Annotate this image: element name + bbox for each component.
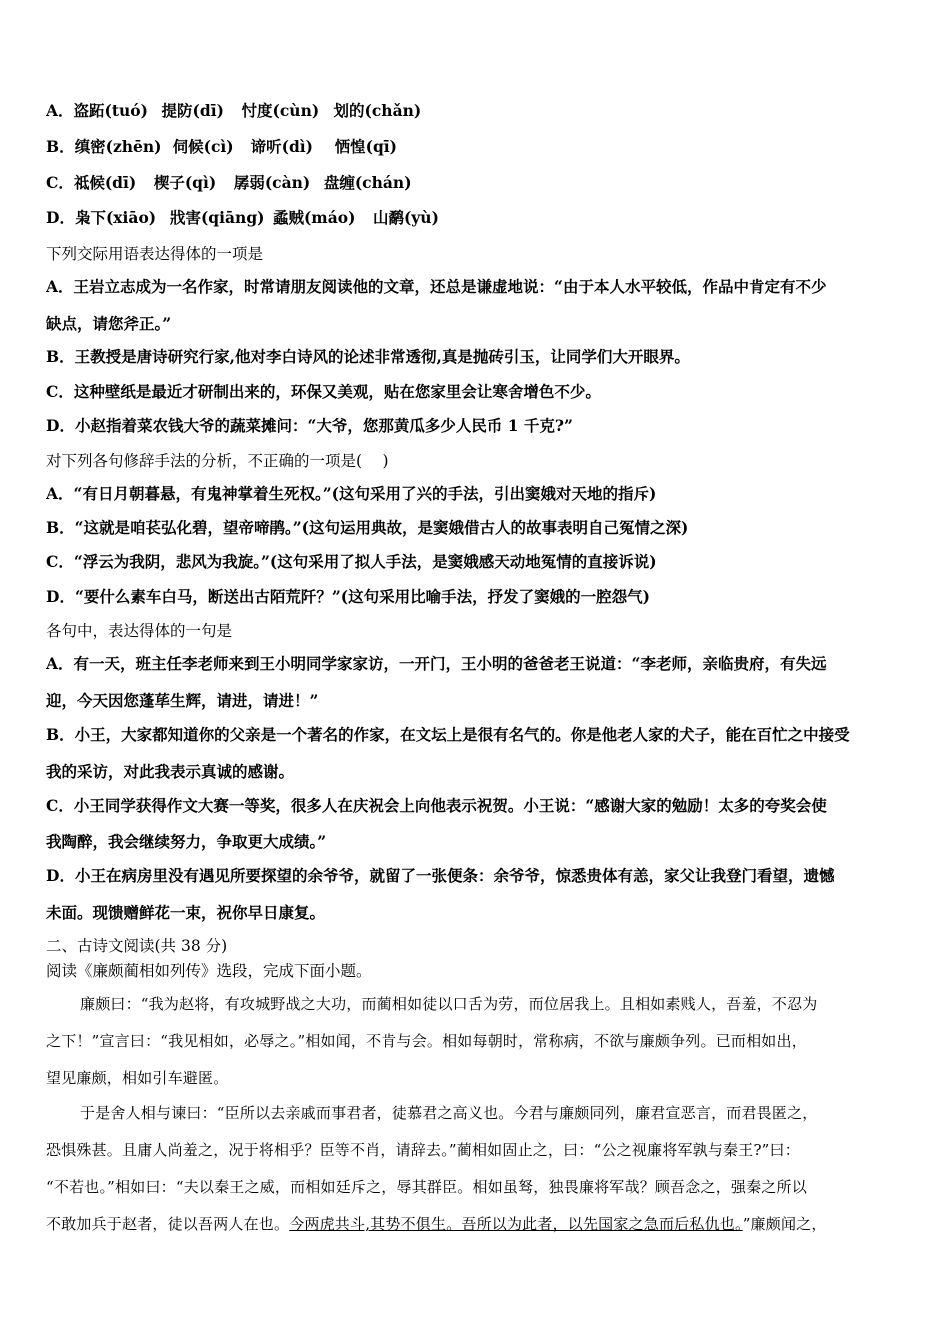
option-a-line2: 缺点，请您斧正。” bbox=[46, 314, 172, 333]
option-a-line1: A．有一天，班主任李老师来到王小明同学家家访，一开门，王小明的爸爸老王说道：“李老师，亲临贵府，有失远 bbox=[46, 654, 827, 673]
option-c: C．“浮云为我阴，悲风为我旋。”(这句采用了拟人手法，是窦娥感天动地冤情的直接诉说) bbox=[46, 552, 657, 571]
option-b-line1: B．小王，大家都知道你的父亲是一个著名的作家，在文坛上是很有名气的。你是他老人家的犬子，能在百忙之中接受 bbox=[46, 725, 850, 744]
question-stem: 下列交际用语表达得体的一项是 bbox=[46, 245, 264, 263]
option-b-line2: 我的采访，对此我表示真诚的感谢。 bbox=[46, 762, 295, 781]
option-d-line2: 未面。现馈赠鲜花一束，祝你早日康复。 bbox=[46, 903, 326, 922]
option-d: D．小赵指着菜农钱大爷的蔬菜摊问：“大爷，您那黄瓜多少人民币 1 千克?” bbox=[46, 416, 573, 435]
passage-p2-line3: “不若也。”相如曰：“夫以秦王之威，而相如廷斥之，辱其群臣。相如虽驽，独畏廉将军哉？顾吾念之，强秦之所以 bbox=[46, 1178, 807, 1196]
passage-text: 不敢加兵于赵者，徒以吾两人在也。 bbox=[46, 1215, 290, 1233]
option-d: D．“要什么素车白马，断送出古陌荒阡？”(这句采用比喻手法，抒发了窦娥的一腔怨气) bbox=[46, 587, 650, 606]
option-d-line1: D．小王在病房里没有遇见所要探望的余爷爷，就留了一张便条：余爷爷，惊悉贵体有恙，家父让我登门看望，遗憾 bbox=[46, 866, 835, 885]
option-b: B．王教授是唐诗研究行家,他对李白诗风的论述非常透彻,真是抛砖引玉，让同学们大开眼界。 bbox=[46, 347, 690, 366]
passage-text: ”廉颇闻之， bbox=[742, 1215, 827, 1233]
option-a-line1: A．王岩立志成为一名作家，时常请朋友阅读他的文章，还总是谦虚地说：“由于本人水平较低，作品中肯定有不少 bbox=[46, 277, 827, 296]
option-c-line1: C．小王同学获得作文大赛一等奖，很多人在庆祝会上向他表示祝贺。小王说：“感谢大家的勉励！太多的夸奖会使 bbox=[46, 796, 827, 815]
section-heading: 二、古诗文阅读(共 38 分) bbox=[46, 937, 228, 955]
underlined-sentence: 今两虎共斗,其势不俱生。吾所以为此者，以先国家之急而后私仇也。 bbox=[289, 1215, 743, 1233]
passage-p1-line3: 望见廉颇，相如引车避匿。 bbox=[46, 1069, 229, 1087]
option-a-pinyin: A．盗跖(tuó) 提防(dī) 忖度(cùn) 划的(chǎn) bbox=[46, 101, 422, 120]
option-d-pinyin: D．枭下(xiāo) 戕害(qiāng) 蟊贼(máo) 山鹬(yù) bbox=[46, 208, 439, 227]
option-b-pinyin: B．缜密(zhēn) 伺候(cì) 谛听(dì) 恓惶(qī) bbox=[46, 137, 398, 156]
question-stem: 各句中，表达得体的一句是 bbox=[46, 622, 233, 640]
option-c-pinyin: C．祗候(dī) 楔子(qì) 孱弱(càn) 盘缠(chán) bbox=[46, 173, 412, 192]
option-c-line2: 我陶醉，我会继续努力，争取更大成绩。” bbox=[46, 832, 327, 851]
option-c: C．这种壁纸是最近才研制出来的，环保又美观，贴在您家里会让寒舍增色不少。 bbox=[46, 382, 601, 401]
reading-instruction: 阅读《廉颇蔺相如列传》选段，完成下面小题。 bbox=[46, 962, 372, 980]
option-a-line2: 迎，今天因您蓬荜生辉，请进，请进！” bbox=[46, 691, 319, 710]
passage-p2-line1: 于是舍人相与谏曰：“臣所以去亲戚而事君者，徒慕君之高义也。今君与廉颇同列，廉君宣恶言，而君畏匿之， bbox=[80, 1104, 818, 1122]
passage-p2-line4 bbox=[46, 1214, 908, 1234]
option-b: B．“这就是咱苌弘化碧，望帝啼鹃。”(这句运用典故，是窦娥借古人的故事表明自己冤情之深) bbox=[46, 518, 689, 537]
option-a: A．“有日月朝暮悬，有鬼神掌着生死权。”(这句采用了兴的手法，引出窦娥对天地的指斥) bbox=[46, 484, 657, 503]
passage-p2-line2: 恐惧殊甚。且庸人尚羞之，况于将相乎？臣等不肖，请辞去。”蔺相如固止之，曰：“公之视廉将军孰与秦王?”曰： bbox=[46, 1141, 800, 1159]
question-stem: 对下列各句修辞手法的分析，不正确的一项是( ) bbox=[46, 452, 389, 470]
passage-p1-line1: 廉颇曰：“我为赵将，有攻城野战之大功，而蔺相如徒以口舌为劳，而位居我上。且相如素贱人，吾羞，不忍为 bbox=[80, 995, 818, 1013]
passage-p1-line2: 之下！”宣言曰：“我见相如，必辱之。”相如闻，不肯与会。相如每朝时，常称病，不欲与廉颇争列。已而相如出， bbox=[46, 1032, 807, 1050]
